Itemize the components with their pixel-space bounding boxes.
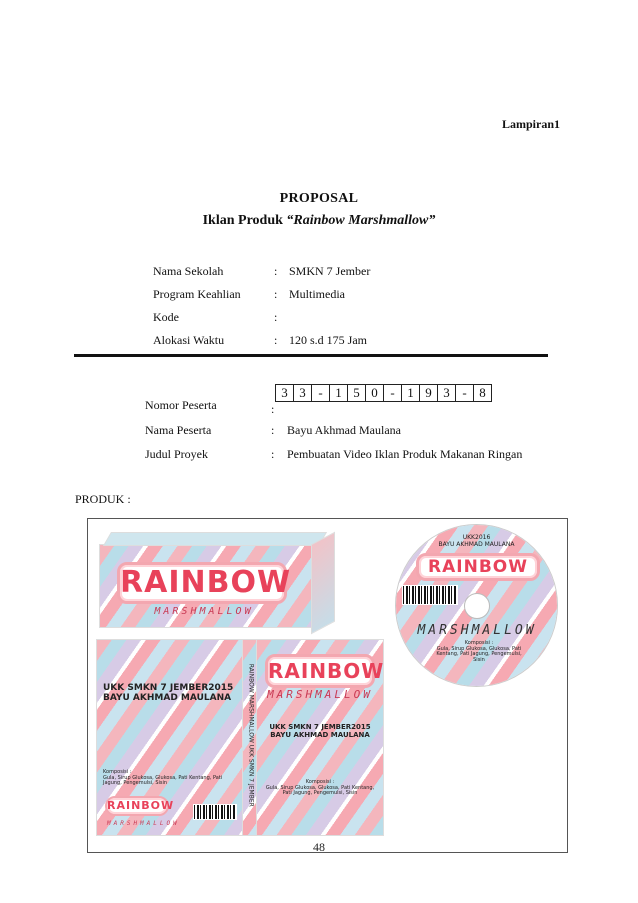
spine-text: RAINBOW MARSHMALLOW UKK SMKN 7 JEMBER bbox=[247, 663, 255, 807]
cover-back-text bbox=[103, 684, 241, 704]
cover-front-line1: UKK SMKN 7 JEMBER2015 bbox=[269, 723, 371, 731]
cd-komposisi-text: Gula, Sirup Glukosa, Glukosa, Pati Kentang, Pati Jagung, Pengemulsi, Sisin bbox=[436, 645, 522, 663]
cover-back-komposisi-label: Komposisi : bbox=[103, 769, 132, 775]
cd-brand-logo: RAINBOW bbox=[416, 553, 540, 581]
nomor-digit-box: 0 bbox=[366, 385, 384, 401]
info-label: Nama Sekolah bbox=[153, 264, 224, 278]
proposal-subtitle bbox=[0, 213, 638, 229]
subtitle-prefix: Iklan Produk bbox=[202, 213, 287, 228]
subtitle-product-name: “Rainbow Marshmallow” bbox=[286, 213, 436, 228]
info-value: Multimedia bbox=[289, 287, 345, 301]
box-brand-logo: RAINBOW bbox=[117, 562, 287, 604]
cd-barcode bbox=[402, 585, 458, 605]
produk-label: PRODUK : bbox=[75, 492, 131, 506]
cover-front-komposisi bbox=[263, 780, 377, 797]
info-row-alokasi bbox=[0, 333, 638, 349]
cd-top-line1: UKK2016 bbox=[462, 534, 491, 541]
info-colon: : bbox=[274, 264, 278, 278]
peserta-row-nama bbox=[0, 423, 638, 439]
nomor-digit-box: 1 bbox=[330, 385, 348, 401]
info-colon: : bbox=[274, 287, 278, 301]
package-box-image bbox=[99, 532, 334, 627]
peserta-label: Judul Proyek bbox=[145, 447, 208, 461]
cover-back-komposisi-text: Gula, Sirup Glukosa, Glukosa, Pati Kentang, Pati Jagung, Pengemulsi, Sisin bbox=[103, 774, 223, 786]
peserta-value: Pembuatan Video Iklan Produk Makanan Ringan bbox=[287, 447, 523, 461]
peserta-colon: : bbox=[271, 423, 275, 437]
page-number: 48 bbox=[313, 840, 325, 854]
nomor-digit-box: - bbox=[456, 385, 474, 401]
info-row-program bbox=[0, 287, 638, 303]
horizontal-rule bbox=[74, 354, 548, 357]
cd-komposisi bbox=[434, 641, 524, 663]
nomor-digit-box: - bbox=[384, 385, 402, 401]
nomor-digit-box: 9 bbox=[420, 385, 438, 401]
cover-front-text bbox=[263, 724, 377, 739]
nomor-digit-box: 3 bbox=[294, 385, 312, 401]
cover-front-komposisi-label: Komposisi : bbox=[305, 779, 335, 785]
cd-sub-label: MARSHMALLOW bbox=[417, 623, 537, 638]
peserta-label: Nomor Peserta bbox=[145, 398, 217, 412]
nomor-digit-box: 8 bbox=[479, 385, 486, 400]
product-image-frame bbox=[87, 518, 568, 853]
info-value: SMKN 7 Jember bbox=[289, 264, 371, 278]
info-row-sekolah bbox=[0, 264, 638, 280]
cover-front-line2: BAYU AKHMAD MAULANA bbox=[270, 730, 370, 739]
proposal-title: PROPOSAL bbox=[279, 191, 359, 206]
cover-back-line2: BAYU AKHMAD MAULANA bbox=[103, 692, 232, 703]
cd-top-line2: BAYU AKHMAD MAULANA bbox=[438, 540, 515, 548]
peserta-colon: : bbox=[271, 447, 275, 461]
cover-front-brand-logo: RAINBOW bbox=[265, 654, 375, 688]
nomor-digit-box: - bbox=[312, 385, 330, 401]
info-label: Program Keahlian bbox=[153, 287, 241, 301]
lampiran-label: Lampiran1 bbox=[501, 117, 560, 131]
box-sub-label: MARSHMALLOW bbox=[154, 606, 254, 617]
nomor-digit-box: 1 bbox=[402, 385, 420, 401]
cd-top-text bbox=[436, 535, 517, 548]
cover-front-sub-label: MARSHMALLOW bbox=[267, 688, 373, 701]
cd-komposisi-label: Komposisi : bbox=[464, 640, 494, 646]
nomor-digit-box: 5 bbox=[348, 385, 366, 401]
cd-hole bbox=[464, 593, 490, 619]
cover-front-image bbox=[256, 639, 384, 836]
nomor-digit-box: 3 bbox=[438, 385, 456, 401]
peserta-row-judul bbox=[0, 447, 638, 463]
cover-front-komposisi-text: Gula, Sirup Glukosa, Glukosa, Pati Kentang, Pati Jagung, Pengemulsi, Sisin bbox=[265, 784, 375, 796]
info-colon: : bbox=[274, 310, 278, 324]
cover-back-line1: UKK SMKN 7 JEMBER2015 bbox=[103, 683, 234, 693]
box-side bbox=[311, 532, 335, 635]
info-colon: : bbox=[274, 333, 278, 347]
info-row-kode bbox=[0, 310, 638, 326]
nomor-digit-box: 3 bbox=[276, 385, 294, 401]
cover-back-sub-label: MARSHMALLOW bbox=[107, 820, 180, 827]
peserta-colon: : bbox=[271, 402, 275, 416]
cover-back-barcode bbox=[193, 804, 237, 820]
info-label: Alokasi Waktu bbox=[153, 333, 225, 347]
box-top bbox=[103, 532, 327, 546]
peserta-label: Nama Peserta bbox=[145, 423, 212, 437]
cover-back-komposisi bbox=[103, 770, 233, 787]
cd-disc-image bbox=[395, 524, 558, 687]
cover-back-image bbox=[96, 639, 244, 836]
peserta-value: Bayu Akhmad Maulana bbox=[287, 423, 401, 437]
info-value: 120 s.d 175 Jam bbox=[289, 333, 367, 347]
peserta-row-nomor bbox=[0, 398, 638, 414]
info-label: Kode bbox=[153, 310, 179, 324]
cover-back-brand-logo: RAINBOW bbox=[105, 796, 169, 816]
